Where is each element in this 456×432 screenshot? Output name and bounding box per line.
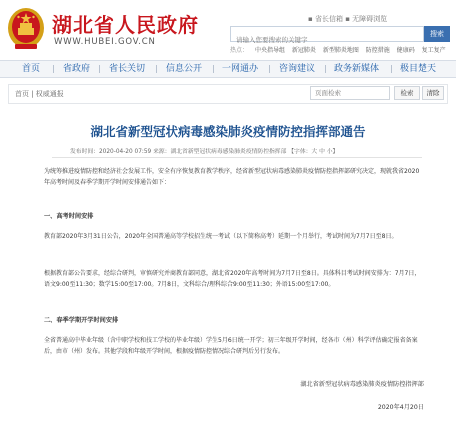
quick-link-item[interactable]: 复工复产	[421, 47, 446, 54]
article	[8, 108, 448, 426]
nav-divider	[391, 65, 392, 73]
page-search-button[interactable]: 检索	[394, 86, 420, 100]
nav-item-info-disclosure[interactable]: 信息公开	[166, 64, 203, 74]
quick-links-lead: 热点：	[230, 47, 249, 54]
national-emblem-icon	[5, 6, 47, 52]
nav-divider	[213, 65, 214, 73]
site-search-button[interactable]: 搜索	[424, 26, 450, 42]
quick-link-item[interactable]: 防控措施	[365, 47, 390, 54]
article-signature: 湖北省新型冠状病毒感染肺炎疫情防控指挥部	[300, 381, 424, 388]
article-paragraph: 教育部2020年3月31日公告，2020年全国普通高等学校招生统一考试（以下简称高考）延期一个月举行，考试时间为7月7日至8日。	[44, 233, 398, 240]
quick-link-item[interactable]: 中央指导组	[254, 47, 285, 54]
quick-link-item[interactable]: 新冠肺炎	[291, 47, 316, 54]
article-paragraph: 根据教育部公告要求，经综合研判，审慎研究并商教育部同意，湖北省2020年高考时间为7月7日至8日。具体科目考试时间安排为：7月7日，语文9:00至11:30；数学15:00至17:00。7月8日，文科综合/理科综合9:00至11:30；外语15:00至17:00。	[44, 270, 421, 288]
article-intro: 为统筹推进疫情防控和经济社会发展工作，安全有序恢复教育教学秩序，经省新型冠状病毒感染肺炎疫情防控指挥部研究决定，现就我省2020年高考时间及春季学期开学时间安排通告如下：	[44, 168, 420, 186]
nav-item-home[interactable]: 首页	[22, 64, 41, 74]
site-url: WWW.HUBEI.GOV.CN	[54, 37, 156, 47]
nav-divider	[269, 65, 270, 73]
quick-links	[230, 45, 451, 54]
article-meta: 发布时间：2020-04-20 07:59 来源：湖北省新型冠状病毒感染肺炎疫情防控指挥部 【字体：大 中 小】	[70, 149, 339, 155]
nav-item-government[interactable]: 省政府	[63, 64, 91, 74]
nav-divider	[156, 65, 157, 73]
quick-link-item[interactable]: 新型肺炎地图	[322, 47, 359, 54]
article-date: 2020年4月20日	[377, 404, 424, 411]
article-divider	[52, 157, 422, 158]
nav-divider	[53, 65, 54, 73]
nav-item-new-media[interactable]: 政务新媒体	[334, 64, 380, 74]
site-title[interactable]: 湖北省人民政府	[52, 13, 199, 37]
nav-item-governor[interactable]: 省长关切	[109, 64, 146, 74]
clear-button[interactable]: 清除	[422, 86, 444, 100]
site-header	[0, 0, 456, 60]
nav-divider	[99, 65, 100, 73]
breadcrumb[interactable]: 首页 | 权威通报	[15, 90, 64, 98]
nav-item-one-net[interactable]: 一网通办	[222, 64, 259, 74]
section-heading: 一、高考时间安排	[44, 213, 94, 220]
section-heading: 二、春季学期开学时间安排	[44, 317, 119, 324]
nav-divider	[325, 65, 326, 73]
nav-item-consult[interactable]: 咨询建议	[279, 64, 316, 74]
main-nav	[0, 60, 456, 78]
page-search-input[interactable]	[310, 86, 390, 100]
nav-item-jimu[interactable]: 极目楚天	[400, 64, 437, 74]
article-title: 湖北省新型冠状病毒感染肺炎疫情防控指挥部通告	[90, 124, 366, 139]
site-search-box	[230, 26, 424, 42]
top-links[interactable]: ▪ 省长信箱 ▪ 无障碍浏览	[308, 15, 388, 23]
article-paragraph: 全省普通高中毕业年级（含中职学校和技工学校的毕业年级）学生5月6日统一开学；初三年级开学时间，经各市（州）科学评估确定报省备案后，由市（州）发布。其他学段和年级开学时间，根据疫情防控情况综合研判后另行发布。	[44, 337, 418, 355]
quick-link-item[interactable]: 健康码	[396, 47, 415, 54]
